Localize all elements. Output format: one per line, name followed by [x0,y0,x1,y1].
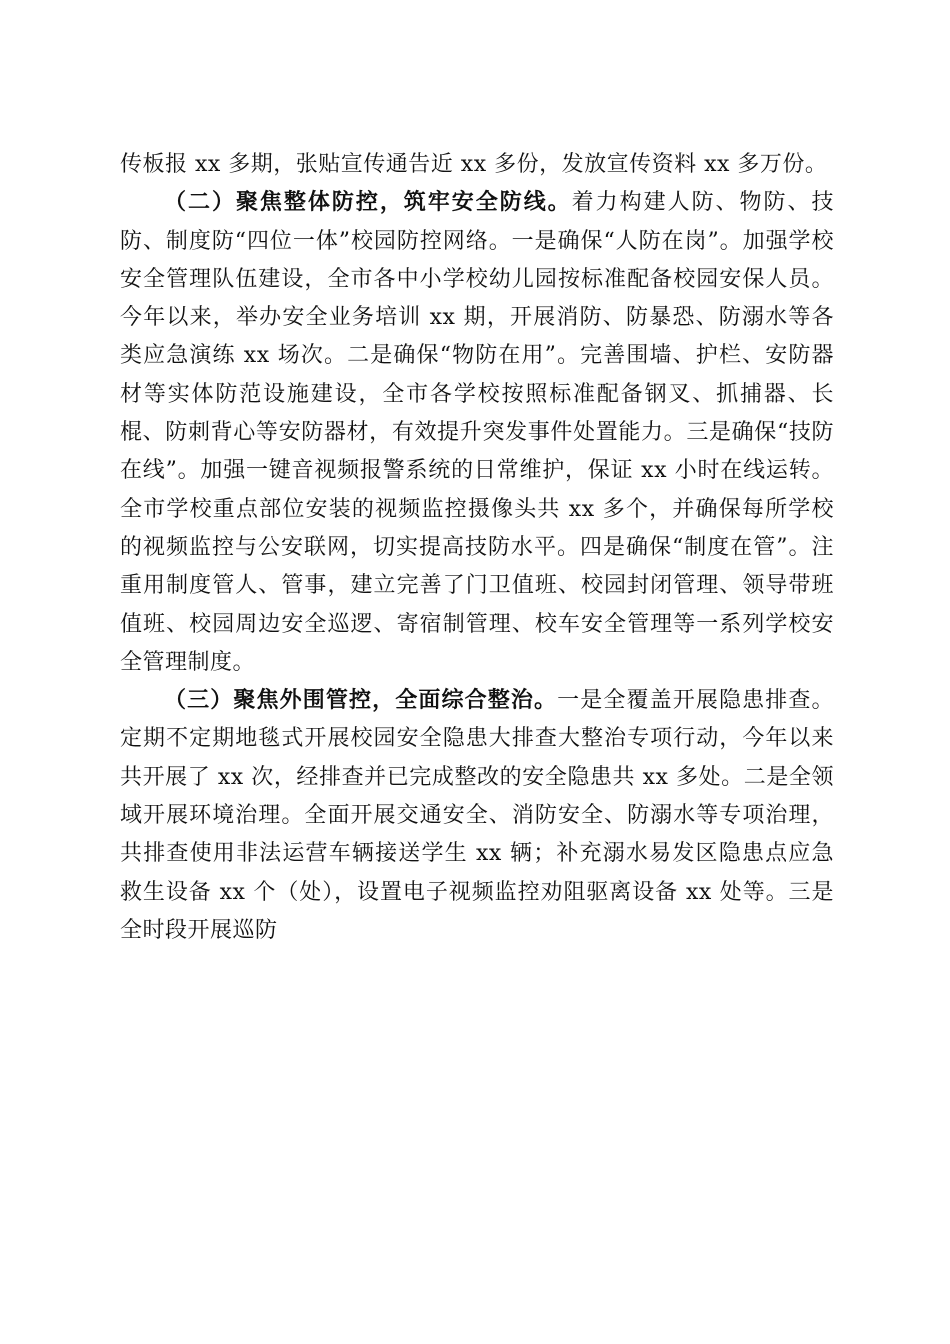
paragraph-text: 一是全覆盖开展隐患排查。定期不定期地毯式开展校园安全隐患大排查大整治专项行动，今年以来共开展了 xx 次，经排查并已完成整改的安全隐患共 xx 多处。二是全领域开展环境治理。全面开展交通安全、消防安全、防溺水等专项治理，共排查使用非法运营车辆接送学生 xx 辆；补充溺水易发区隐患点应急救生设备 xx 个（处），设置电子视频监控劝阻驱离设备 xx 处等。三是全时段开展巡防 [120,688,834,943]
paragraph-text: 传板报 xx 多期，张贴宣传通告近 xx 多份，发放宣传资料 xx 多万份。 [120,152,828,177]
document-page [120,146,834,950]
paragraph-text: 着力构建人防、物防、技防、制度防“四位一体”校园防控网络。一是确保“人防在岗”。加强学校安全管理队伍建设，全市各中小学校幼儿园按标准配备校园安保人员。今年以来，举办安全业务培训 xx 期，开展消防、防暴恐、防溺水等各类应急演练 xx 场次。二是确保“物防在用”。完善围墙、护栏、安防器材等实体防范设施建设，全市各学校按照标准配备钢叉、抓捕器、长棍、防刺背心等安防器材，有效提升突发事件处置能力。三是确保“技防在线”。加强一键音视频报警系统的日常维护，保证 xx 小时在线运转。全市学校重点部位安装的视频监控摄像头共 xx 多个，并确保每所学校的视频监控与公安联网，切实提高技防水平。四是确保“制度在管”。注重用制度管人、管事，建立完善了门卫值班、校园封闭管理、领导带班值班、校园周边安全巡逻、寄宿制管理、校车安全管理等一系列学校安全管理制度。 [120,190,834,675]
paragraph-section-3 [120,682,834,950]
section-heading: （二）聚焦整体防控，筑牢安全防线。 [164,190,572,216]
section-heading: （三）聚焦外围管控，全面综合整治。 [164,688,558,714]
paragraph-section-2 [120,184,834,682]
paragraph-continuation [120,146,834,184]
